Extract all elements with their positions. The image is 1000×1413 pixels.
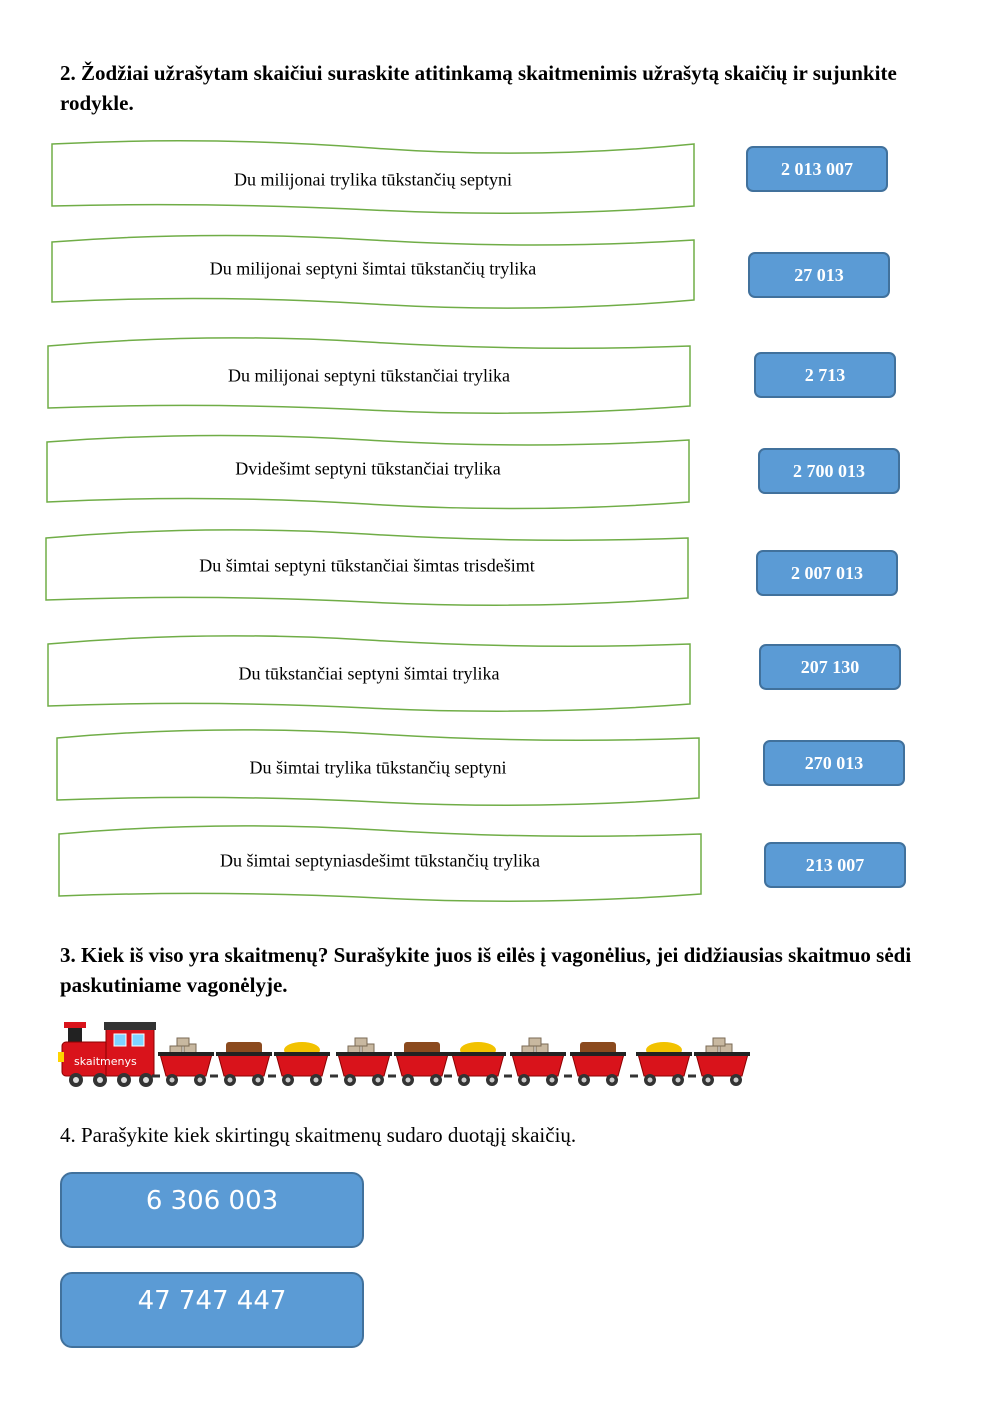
wagon-wheel-hub xyxy=(706,1078,711,1083)
wagon-wheel-hub xyxy=(314,1078,319,1083)
wagon-wheel-hub xyxy=(676,1078,681,1083)
wagon-wheel-hub xyxy=(522,1078,527,1083)
phrase-text: Du tūkstančiai septyni šimtai trylika xyxy=(238,663,500,684)
number-card-1[interactable]: 6 306 003 xyxy=(60,1172,364,1248)
wagon-body xyxy=(338,1054,390,1076)
phrase-card-7[interactable] xyxy=(55,728,701,808)
wagon-wheel-hub xyxy=(198,1078,203,1083)
phrase-card-5[interactable] xyxy=(44,528,690,608)
wagon-rim xyxy=(394,1052,450,1056)
phrase-card-1[interactable] xyxy=(50,140,696,220)
wagon-wheel-hub xyxy=(648,1078,653,1083)
wagon-body xyxy=(452,1054,504,1076)
wagon-body xyxy=(572,1054,624,1076)
wagon-wheel-hub xyxy=(434,1078,439,1083)
wagon-rim xyxy=(510,1052,566,1056)
wagon-rim xyxy=(274,1052,330,1056)
wagon-wheel-hub xyxy=(550,1078,555,1083)
wagon-rim xyxy=(694,1052,750,1056)
phrase-text: Du šimtai trylika tūkstančių septyni xyxy=(249,757,507,778)
wagon-wheel-hub xyxy=(286,1078,291,1083)
wagon-body xyxy=(512,1054,564,1076)
train-illustration xyxy=(58,1018,758,1090)
wagon-body xyxy=(696,1054,748,1076)
wagon-wheel-hub xyxy=(376,1078,381,1083)
wagon-body xyxy=(276,1054,328,1076)
number-box-3[interactable]: 2 713 xyxy=(754,352,896,398)
wagon-rim xyxy=(216,1052,272,1056)
wagon-rim xyxy=(636,1052,692,1056)
wagon-wheel-hub xyxy=(582,1078,587,1083)
phrase-card-4[interactable] xyxy=(45,432,691,512)
stone-cargo xyxy=(177,1038,189,1046)
phrase-text: Du milijonai septyni šimtai tūkstančių trylika xyxy=(209,258,537,279)
wagon-body xyxy=(638,1054,690,1076)
wagon-wheel-hub xyxy=(462,1078,467,1083)
phrase-card-2[interactable] xyxy=(50,234,696,314)
wagon-rim xyxy=(158,1052,214,1056)
wagon-body xyxy=(396,1054,448,1076)
number-box-2[interactable]: 27 013 xyxy=(748,252,890,298)
locomotive-label: skaitmenys xyxy=(74,1055,137,1068)
wagon-wheel-hub xyxy=(170,1078,175,1083)
wagons xyxy=(152,1038,750,1086)
number-box-5[interactable]: 2 007 013 xyxy=(756,550,898,596)
number-card-2[interactable]: 47 747 447 xyxy=(60,1272,364,1348)
question-3-title: 3. Kiek iš viso yra skaitmenų? Surašykite juos iš eilės į vagonėlius, jei didžiausias skaitmuo sėdi paskutiniame vagonėlyje. xyxy=(60,943,912,997)
number-box-6[interactable]: 207 130 xyxy=(759,644,901,690)
question-4-title: 4. Parašykite kiek skirtingų skaitmenų sudaro duotąjį skaičių. xyxy=(60,1123,577,1147)
wagon-wheel-hub xyxy=(734,1078,739,1083)
number-box-8[interactable]: 213 007 xyxy=(764,842,906,888)
locomotive xyxy=(58,1022,156,1087)
stone-cargo xyxy=(355,1038,367,1046)
stone-cargo xyxy=(713,1038,725,1046)
wagon-rim xyxy=(570,1052,626,1056)
wagon-wheel-hub xyxy=(348,1078,353,1083)
number-box-1[interactable]: 2 013 007 xyxy=(746,146,888,192)
phrase-text: Du šimtai septyni tūkstančiai šimtas trisdešimt xyxy=(199,555,535,576)
phrase-card-6[interactable] xyxy=(46,634,692,714)
wagon-body xyxy=(218,1054,270,1076)
stone-cargo xyxy=(529,1038,541,1046)
wagon-wheel-hub xyxy=(406,1078,411,1083)
number-box-7[interactable]: 270 013 xyxy=(763,740,905,786)
wagon-body xyxy=(160,1054,212,1076)
phrase-text: Dvidešimt septyni tūkstančiai trylika xyxy=(235,458,501,479)
phrase-text: Du milijonai trylika tūkstančių septyni xyxy=(234,169,512,190)
wagon-rim xyxy=(336,1052,392,1056)
phrase-card-3[interactable] xyxy=(46,336,692,416)
wagon-rim xyxy=(450,1052,506,1056)
phrase-text: Du šimtai septyniasdešimt tūkstančių trylika xyxy=(220,850,540,871)
wagon-wheel-hub xyxy=(490,1078,495,1083)
wagon-wheel-hub xyxy=(610,1078,615,1083)
wagon-wheel-hub xyxy=(256,1078,261,1083)
wagon-wheel-hub xyxy=(228,1078,233,1083)
number-box-4[interactable]: 2 700 013 xyxy=(758,448,900,494)
phrase-text: Du milijonai septyni tūkstančiai trylika xyxy=(228,365,510,386)
question-2-title: 2. Žodžiai užrašytam skaičiui suraskite atitinkamą skaitmenimis užrašytą skaičių ir sujunkite rodykle. xyxy=(60,61,897,115)
phrase-card-8[interactable] xyxy=(57,824,703,904)
